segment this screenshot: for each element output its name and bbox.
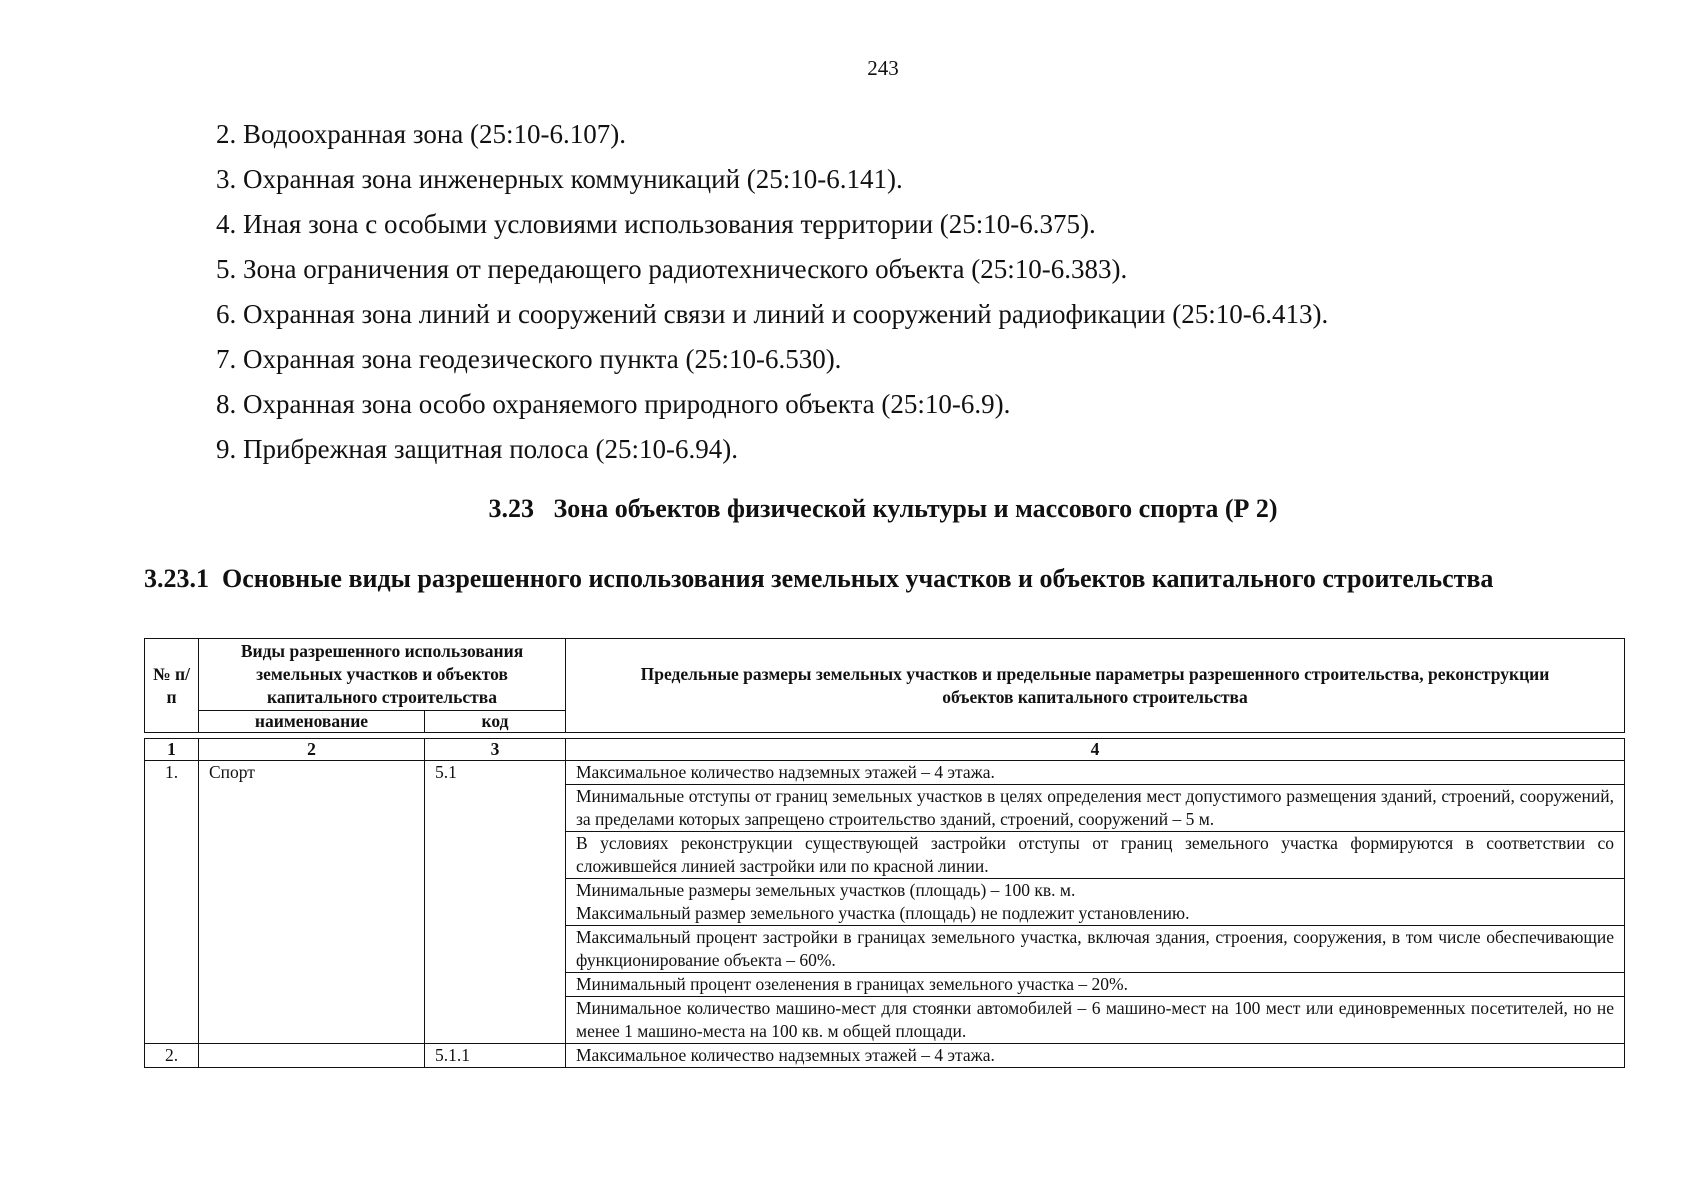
header-params: Предельные размеры земельных участков и предельные параметры разрешенного строительства, реконструкции объектов капитального строительства bbox=[566, 639, 1625, 733]
table-row bbox=[145, 761, 1625, 1044]
list-item: 4. Иная зона с особыми условиями использования территории (25:10-6.375). bbox=[216, 209, 1096, 239]
param-item: Минимальное количество машино-мест для стоянки автомобилей – 6 машино-мест на 100 мест или единовременных посетителей, но не менее 1 машино-места на 100 кв. м общей площади. bbox=[576, 998, 1614, 1041]
subsection-title: 3.23.1 Основные виды разрешенного использования земельных участков и объектов капитального строительства bbox=[144, 564, 1494, 593]
param-item: Максимальный процент застройки в границах земельного участка, включая здания, строения, сооружения, в том числе обеспечивающие функционирование объекта – 60%. bbox=[566, 926, 1624, 973]
zone-list bbox=[216, 112, 1328, 472]
param-item: Максимальное количество надземных этажей – 4 этажа. bbox=[566, 761, 1624, 785]
column-number: 3 bbox=[425, 739, 566, 761]
page-number: 243 bbox=[867, 56, 899, 80]
header-code: код bbox=[425, 711, 566, 733]
row-name: Спорт bbox=[199, 761, 425, 1044]
param-item: Минимальные отступы от границ земельных участков в целях определения мест допустимого размещения зданий, строений, сооружений, за пределами которых запрещено строительство зданий, строений, сооружений – 5 м. bbox=[566, 785, 1624, 832]
header-name: наименование bbox=[199, 711, 425, 733]
column-number: 2 bbox=[199, 739, 425, 761]
section-title: 3.23 Зона объектов физической культуры и массового спорта (Р 2) bbox=[488, 494, 1278, 523]
list-item: 9. Прибрежная защитная полоса (25:10-6.94). bbox=[216, 434, 738, 464]
row-code: 5.1 bbox=[425, 761, 566, 1044]
list-item: 5. Зона ограничения от передающего радиотехнического объекта (25:10-6.383). bbox=[216, 254, 1128, 284]
list-item: 3. Охранная зона инженерных коммуникаций (25:10-6.141). bbox=[216, 164, 903, 194]
table-header bbox=[144, 638, 1625, 733]
row-name bbox=[199, 1044, 425, 1068]
row-code: 5.1.1 bbox=[425, 1044, 566, 1068]
row-num: 2. bbox=[145, 1044, 199, 1068]
header-kinds: Виды разрешенного использования земельных участков и объектов капитального строительства bbox=[199, 639, 566, 711]
table-body bbox=[144, 738, 1625, 1068]
column-number: 1 bbox=[145, 739, 199, 761]
param-item: Максимальное количество надземных этажей – 4 этажа. bbox=[576, 1045, 995, 1065]
param-item: Минимальные размеры земельных участков (площадь) – 100 кв. м. Максимальный размер земельного участка (площадь) не подлежит установлению. bbox=[566, 879, 1624, 926]
list-item: 2. Водоохранная зона (25:10-6.107). bbox=[216, 119, 626, 149]
param-item: Минимальный процент озеленения в границах земельного участка – 20%. bbox=[566, 973, 1624, 997]
header-num: № п/п bbox=[145, 639, 199, 733]
row-params bbox=[566, 761, 1625, 1044]
list-item: 8. Охранная зона особо охраняемого природного объекта (25:10-6.9). bbox=[216, 389, 1011, 419]
row-num: 1. bbox=[145, 761, 199, 1044]
column-number: 4 bbox=[566, 739, 1625, 761]
list-item: 7. Охранная зона геодезического пункта (25:10-6.530). bbox=[216, 344, 842, 374]
param-item: В условиях реконструкции существующей застройки отступы от границ земельного участка формируются в соответствии со сложившейся линией застройки или по красной линии. bbox=[566, 832, 1624, 879]
row-params bbox=[566, 1044, 1625, 1068]
table-row bbox=[145, 1044, 1625, 1068]
list-item: 6. Охранная зона линий и сооружений связи и линий и сооружений радиофикации (25:10-6.413). bbox=[216, 299, 1329, 329]
column-number-row bbox=[145, 739, 1625, 761]
